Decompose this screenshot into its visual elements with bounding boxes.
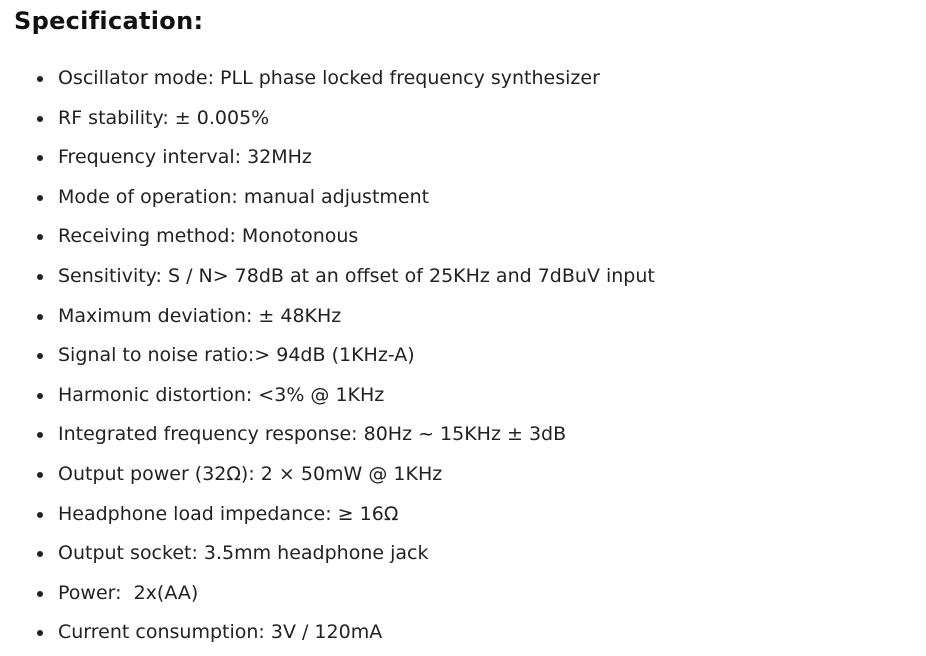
bullet-icon — [37, 234, 43, 240]
bullet-icon — [37, 274, 43, 280]
list-item — [0, 257, 655, 297]
list-item — [0, 495, 655, 535]
list-item — [0, 415, 655, 455]
spec-text: Frequency interval: 32MHz — [58, 146, 312, 169]
spec-text: Integrated frequency response: 80Hz ~ 15KHz ± 3dB — [58, 423, 567, 446]
list-item — [0, 455, 655, 495]
list-item — [0, 376, 655, 416]
spec-text: Mode of operation: manual adjustment — [58, 185, 430, 208]
bullet-icon — [37, 472, 43, 478]
spec-text: Output power (32Ω): 2 × 50mW @ 1KHz — [58, 462, 443, 485]
spec-text: Headphone load impedance: ≥ 16Ω — [58, 502, 399, 525]
spec-text: Signal to noise ratio:> 94dB (1KHz-A) — [58, 344, 415, 367]
list-item — [0, 613, 655, 653]
list-item — [0, 59, 655, 99]
list-item — [0, 99, 655, 139]
spec-text: Output socket: 3.5mm headphone jack — [58, 542, 429, 565]
bullet-icon — [37, 512, 43, 518]
bullet-icon — [37, 155, 43, 161]
specification-list — [0, 59, 655, 653]
bullet-icon — [37, 393, 43, 399]
bullet-icon — [37, 432, 43, 438]
spec-text: Power: 2x(AA) — [58, 581, 199, 604]
bullet-icon — [37, 630, 43, 636]
page-title: Specification: — [14, 7, 204, 35]
list-item — [0, 217, 655, 257]
bullet-icon — [37, 116, 43, 122]
list-item — [0, 574, 655, 614]
spec-text: Maximum deviation: ± 48KHz — [58, 304, 342, 327]
bullet-icon — [37, 76, 43, 82]
bullet-icon — [37, 314, 43, 320]
list-item — [0, 297, 655, 337]
spec-text: Sensitivity: S / N> 78dB at an offset of 25KHz and 7dBuV input — [58, 264, 655, 287]
spec-text: Oscillator mode: PLL phase locked frequency synthesizer — [58, 67, 600, 89]
list-item — [0, 138, 655, 178]
spec-text: Current consumption: 3V / 120mA — [58, 621, 383, 644]
list-item — [0, 336, 655, 376]
spec-text: RF stability: ± 0.005% — [58, 106, 270, 129]
bullet-icon — [37, 353, 43, 359]
bullet-icon — [37, 591, 43, 597]
list-item — [0, 534, 655, 574]
spec-text: Harmonic distortion: <3% @ 1KHz — [58, 383, 385, 406]
list-item — [0, 178, 655, 218]
spec-text: Receiving method: Monotonous — [58, 225, 359, 248]
bullet-icon — [37, 195, 43, 201]
bullet-icon — [37, 551, 43, 557]
